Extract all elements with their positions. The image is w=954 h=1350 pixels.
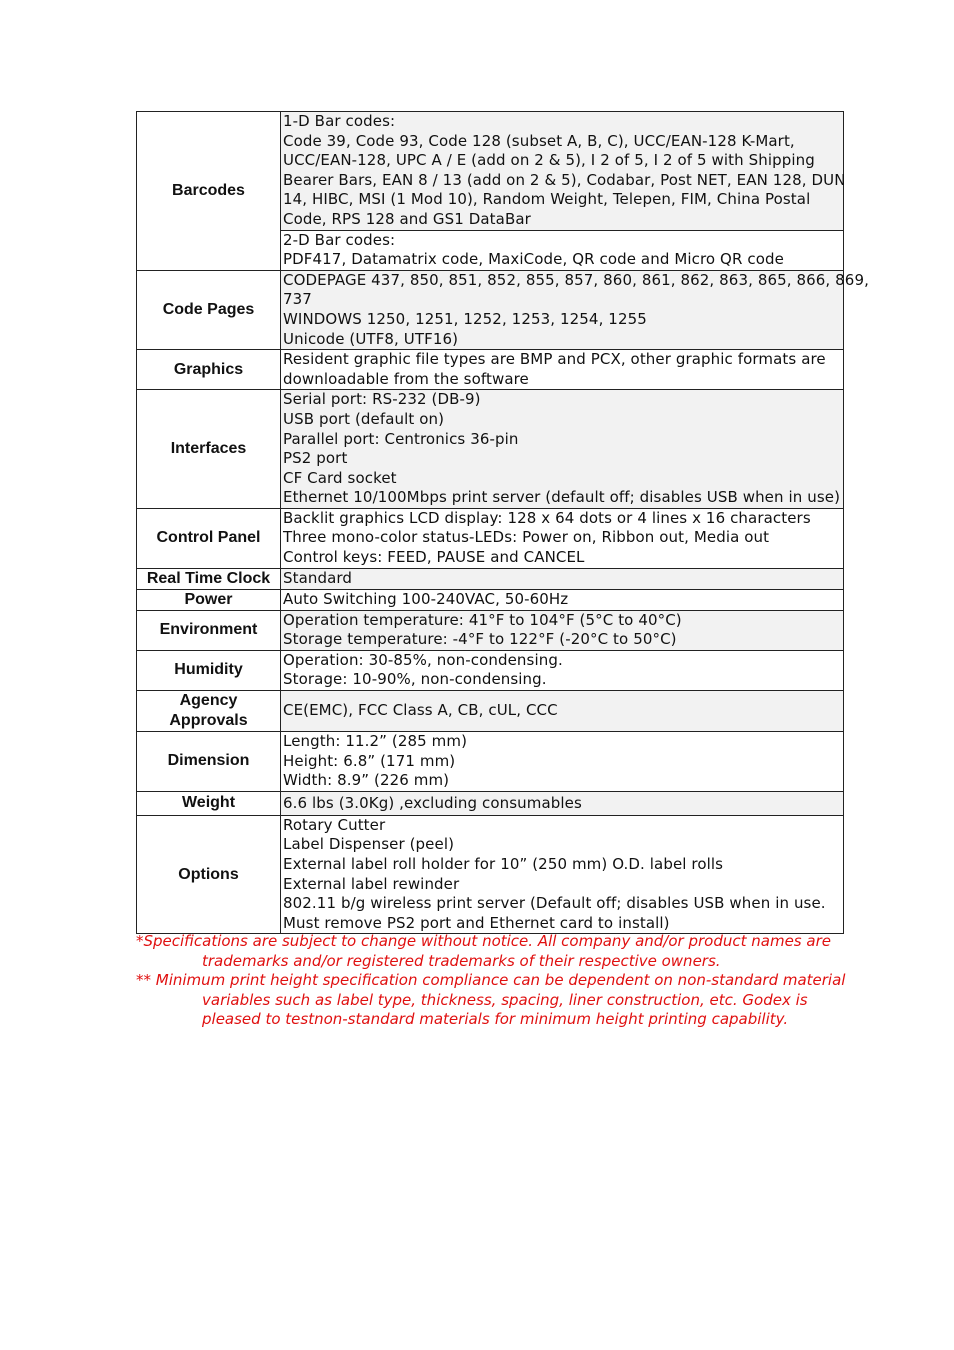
spec-line: Label Dispenser (peel) <box>283 835 455 854</box>
spec-line: Control keys: FEED, PAUSE and CANCEL <box>283 548 585 567</box>
spec-label: Weight <box>137 791 281 815</box>
spec-line: Code, RPS 128 and GS1 DataBar <box>283 209 531 228</box>
spec-line: External label roll holder for 10” (250 mm) O.D. label rolls <box>283 855 724 873</box>
spec-row-interfaces <box>137 390 844 509</box>
spec-value <box>281 270 869 349</box>
spec-value <box>281 650 844 690</box>
spec-value <box>281 691 844 732</box>
spec-row-environment <box>137 610 844 650</box>
spec-line: Rotary Cutter <box>283 815 386 834</box>
spec-value <box>281 815 844 934</box>
spec-label: Graphics <box>137 350 281 390</box>
spec-line: CF Card socket <box>283 468 397 487</box>
spec-row-graphics <box>137 350 844 390</box>
spec-line: Auto Switching 100-240VAC, 50-60Hz <box>283 589 569 608</box>
spec-line: CODEPAGE 437, 850, 851, 852, 855, 857, 860, 861, 862, 863, 865, 866, 869, <box>283 270 869 289</box>
spec-row-code-pages <box>137 270 844 349</box>
spec-line: Operation: 30-85%, non-condensing. <box>283 650 563 669</box>
spec-row-dimension <box>137 732 844 792</box>
spec-row-power <box>137 589 844 610</box>
spec-label: Code Pages <box>137 270 281 349</box>
spec-line: External label rewinder <box>283 874 460 893</box>
spec-label: Real Time Clock <box>137 568 281 589</box>
spec-line: Three mono-color status-LEDs: Power on, Ribbon out, Media out <box>283 528 770 547</box>
footnote: ** Minimum print height specification compliance can be dependent on non-standard material variables such as label type, thickness, spacing, liner construction, etc. Godex is pleased to testnon-standard materials for minimum height printing capability. <box>136 971 846 1029</box>
spec-label: Power <box>137 589 281 610</box>
spec-label: Control Panel <box>137 508 281 568</box>
spec-line: UCC/EAN-128, UPC A / E (add on 2 & 5), I 2 of 5, I 2 of 5 with Shipping <box>283 151 815 170</box>
spec-label: Dimension <box>137 732 281 792</box>
spec-line: PS2 port <box>283 449 348 468</box>
spec-line: Height: 6.8” (171 mm) <box>283 751 456 770</box>
spec-line: downloadable from the software <box>283 369 529 388</box>
spec-value <box>281 350 844 390</box>
spec-line: Width: 8.9” (226 mm) <box>283 771 450 790</box>
spec-line: Parallel port: Centronics 36-pin <box>283 429 519 448</box>
spec-value <box>281 589 844 610</box>
spec-table <box>136 111 869 934</box>
spec-row-options <box>137 815 844 934</box>
spec-label: Options <box>137 815 281 934</box>
spec-value <box>281 610 844 650</box>
spec-line: 6.6 lbs (3.0Kg) ,excluding consumables <box>283 793 582 812</box>
spec-row-real-time-clock <box>137 568 844 589</box>
spec-line: 1-D Bar codes: <box>283 112 396 130</box>
spec-label: Barcodes <box>137 112 281 271</box>
spec-label: Humidity <box>137 650 281 690</box>
spec-line: 14, HIBC, MSI (1 Mod 10), Random Weight, Telepen, FIM, China Postal <box>283 190 811 209</box>
spec-line: Ethernet 10/100Mbps print server (default off; disables USB when in use) <box>283 488 841 507</box>
spec-label: Interfaces <box>137 390 281 509</box>
footnotes <box>136 932 848 1030</box>
spec-line: Bearer Bars, EAN 8 / 13 (add on 2 & 5), Codabar, Post NET, EAN 128, DUN <box>283 170 846 189</box>
spec-line: Operation temperature: 41°F to 104°F (5°C to 40°C) <box>283 610 682 629</box>
spec-line: Length: 11.2” (285 mm) <box>283 732 468 751</box>
spec-line: Serial port: RS-232 (DB-9) <box>283 390 481 409</box>
spec-value <box>281 508 844 568</box>
spec-label-text: Agency Approvals <box>169 692 248 730</box>
spec-line: Resident graphic file types are BMP and PCX, other graphic formats are <box>283 350 826 369</box>
spec-label <box>137 691 281 732</box>
spec-row-agency-approvals <box>137 691 844 732</box>
spec-line: 2-D Bar codes: <box>283 230 396 249</box>
spec-line: Code 39, Code 93, Code 128 (subset A, B, C), UCC/EAN-128 K-Mart, <box>283 131 795 150</box>
spec-label: Environment <box>137 610 281 650</box>
spec-line: PDF417, Datamatrix code, MaxiCode, QR code and Micro QR code <box>283 250 784 269</box>
spec-line: Standard <box>283 568 353 587</box>
spec-value-2d <box>281 230 844 270</box>
spec-value-1d <box>281 112 844 231</box>
spec-row-humidity <box>137 650 844 690</box>
spec-line: Storage: 10-90%, non-condensing. <box>283 670 547 689</box>
spec-line: CE(EMC), FCC Class A, CB, cUL, CCC <box>283 701 558 720</box>
spec-row-control-panel <box>137 508 844 568</box>
spec-row-barcodes <box>137 112 844 231</box>
spec-line: WINDOWS 1250, 1251, 1252, 1253, 1254, 1255 <box>283 309 647 328</box>
footnote: *Specifications are subject to change without notice. All company and/or product names are trademarks and/or registered trademarks of their respective owners. <box>136 932 831 970</box>
spec-line: 802.11 b/g wireless print server (Default off; disables USB when in use. <box>283 894 826 913</box>
spec-line: USB port (default on) <box>283 409 445 428</box>
spec-row-weight <box>137 791 844 815</box>
spec-value <box>281 791 844 815</box>
spec-line: Must remove PS2 port and Ethernet card to install) <box>283 913 670 932</box>
spec-value <box>281 568 844 589</box>
spec-value <box>281 390 844 509</box>
spec-line: Storage temperature: -4°F to 122°F (-20°C to 50°C) <box>283 630 677 649</box>
spec-line: 737 <box>283 290 312 309</box>
spec-line: Backlit graphics LCD display: 128 x 64 dots or 4 lines x 16 characters <box>283 508 811 527</box>
spec-line: Unicode (UTF8, UTF16) <box>283 329 459 348</box>
spec-value <box>281 732 844 792</box>
